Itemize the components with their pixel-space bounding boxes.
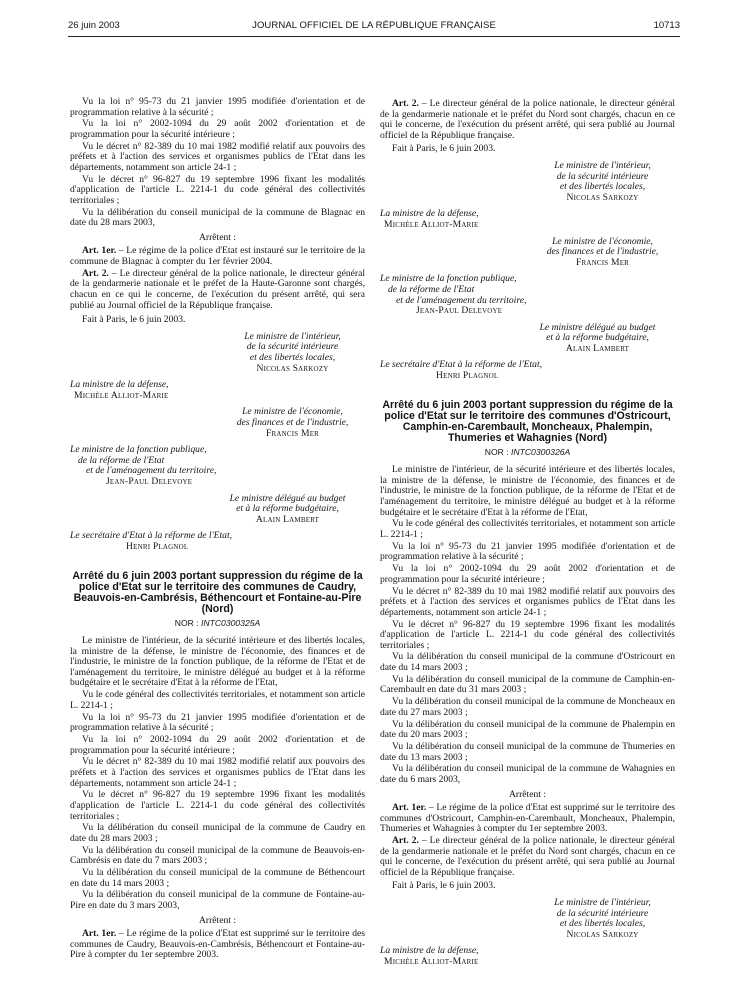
signatory-title: Le secrétaire d'Etat à la réforme de l'Etat, xyxy=(380,359,543,371)
arretent-heading: Arrêtent : xyxy=(508,788,547,800)
signatory-title: et à la réforme budgétaire, xyxy=(236,503,339,515)
visa: Vu la loi n° 2002-1094 du 29 août 2002 d'orientation et de programmation pour la sécurité intérieure ; xyxy=(70,734,365,756)
signatory-title: et des libertés locales, xyxy=(559,918,646,930)
signatory-name: Michèle Alliot-Marie xyxy=(384,218,479,230)
visa: Vu la délibération du conseil municipal de la commune de Blagnac en date du 28 mars 2003, xyxy=(70,206,365,229)
signatory-title: Le ministre de la fonction publique, xyxy=(70,444,207,456)
signatory-name: Francis Mer xyxy=(575,256,630,268)
signature-block xyxy=(380,898,675,940)
preamble: Le ministre de l'intérieur, de la sécurité intérieure et des libertés locales, la ministre de la défense, le ministre de l'économie, des finances et de l'industrie, le ministre de la fonction publique, de la réforme de l'Etat et de l'aménagement du territoire, le ministre délégué au budget et à la réforme budgétaire et le secrétaire d'Etat à la réforme de l'Etat, xyxy=(70,635,365,689)
article-text: – Le régime de la police d'Etat est instauré sur le territoire de la commune de Blagnac à compter du 1er février 2004. xyxy=(70,245,365,268)
visa: Vu la loi n° 2002-1094 du 29 août 2002 d'orientation et de programmation pour la sécurité intérieure ; xyxy=(70,118,365,140)
signatory-name: Nicolas Sarkozy xyxy=(566,928,639,940)
visa: Vu le décret n° 96-827 du 19 septembre 1996 fixant les modalités d'application de l'article L. 2214-1 du code général des collectivités territoriales ; xyxy=(70,173,365,206)
visa: Vu la délibération du conseil municipal de la commune de Fontaine-au-Pire en date du 3 mars 2003, xyxy=(70,889,365,912)
signatory-name: Alain Lambert xyxy=(565,342,630,354)
signatory-title: de la réforme de l'Etat xyxy=(78,454,165,466)
signatory-title: Le ministre délégué au budget xyxy=(539,321,656,333)
journal-title: JOURNAL OFFICIEL DE LA RÉPUBLIQUE FRANÇAISE xyxy=(252,20,496,31)
visa: Vu la loi n° 95-73 du 21 janvier 1995 modifiée d'orientation et de programmation relative à la sécurité ; xyxy=(70,96,365,118)
visa: Vu la loi n° 95-73 du 21 janvier 1995 modifiée d'orientation et de programmation relative à la sécurité ; xyxy=(380,540,675,563)
signatory-title: de la réforme de l'Etat xyxy=(388,283,475,295)
signatory-title: et à la réforme budgétaire, xyxy=(546,332,649,344)
signature-block xyxy=(70,445,365,487)
article-1 xyxy=(380,803,675,835)
signatory-title: des finances et de l'industrie, xyxy=(236,416,349,428)
article-1 xyxy=(70,246,365,267)
signatory-title: et de l'aménagement du territoire, xyxy=(86,465,217,477)
signatory-title: et de l'aménagement du territoire, xyxy=(396,294,527,306)
article-label: Art. 1er. xyxy=(82,928,117,940)
signatory-title: La ministre de la défense, xyxy=(380,208,479,220)
signatory-name: Jean-Paul Delevoye xyxy=(416,305,503,317)
article-label: Art. 2. xyxy=(82,267,109,279)
article-2 xyxy=(380,836,675,878)
signatory-title: Le ministre de l'économie, xyxy=(552,235,653,247)
visa: Vu la loi n° 95-73 du 21 janvier 1995 modifiée d'orientation et de programmation relative à la sécurité ; xyxy=(70,711,365,734)
signatory-name: Nicolas Sarkozy xyxy=(256,362,329,374)
visa: Vu la délibération du conseil municipal de la commune de Thumeries en date du 13 mars 2003 ; xyxy=(380,740,675,763)
signed-at: Fait à Paris, le 6 juin 2003. xyxy=(392,143,496,155)
signature-block xyxy=(380,161,675,203)
preamble: Le ministre de l'intérieur, de la sécurité intérieure et des libertés locales, la ministre de la défense, le ministre de l'économie, des finances et de l'industrie, le ministre de la fonction publique, de la réforme de l'Etat et de l'aménagement du territoire, le ministre délégué au budget et à la réforme budgétaire et le secrétaire d'Etat à la réforme de l'Etat, xyxy=(380,464,675,518)
article-text: – Le directeur général de la police nationale, le directeur général de la gendarmerie nationale et le préfet du Nord sont chargés, chacun en ce qui le concerne, de l'exécution du présent arrêté, qui sera publié au Journal officiel de la République française. xyxy=(380,835,676,878)
signatory-name: Michèle Alliot-Marie xyxy=(384,956,479,968)
article-text: – Le régime de la police d'Etat est supprimé sur le territoire des communes d'Ostricourt, Camphin-en-Carembault, Moncheaux, Phalempin, Thumeries et Wahagnies à compter du 1er septembre 2003. xyxy=(380,802,675,835)
article-label: Art. 2. xyxy=(392,98,419,109)
visa: Vu la délibération du conseil municipal de la commune de Moncheaux en date du 27 mars 2003 ; xyxy=(380,696,675,718)
page-number: 10713 xyxy=(653,20,680,31)
signatory-title: Le ministre de l'intérieur, xyxy=(554,897,651,909)
visa: Vu la délibération du conseil municipal de la commune de Beauvois-en-Cambrésis en date du 7 mars 2003 ; xyxy=(70,844,365,867)
signature-block xyxy=(70,332,365,374)
decree-title: Arrêté du 6 juin 2003 portant suppression du régime de la police d'Etat sur le territoire des communes d'Ostricourt, Camphin-en-Carembault, Moncheaux, Phalempin, Thumeries et Wahagnies (Nord) xyxy=(382,398,673,444)
header-date: 26 juin 2003 xyxy=(68,20,120,31)
decree-title: Arrêté du 6 juin 2003 portant suppression du régime de la police d'Etat sur le territoire des communes de Caudry, Beauvois-en-Cambrésis, Béthencourt et Fontaine-au-Pire (Nord) xyxy=(72,569,363,615)
article-text: – Le directeur général de la police nationale, le directeur général de la gendarmerie nationale et le préfet du Nord sont chargés, chacun en ce qui le concerne, de l'exécution du présent arrêté, qui sera publié au Journal officiel de la République française. xyxy=(380,98,676,141)
article-2 xyxy=(380,99,675,141)
arretent-heading: Arrêtent : xyxy=(198,914,237,926)
signature-block xyxy=(380,237,675,269)
signatory-title: Le ministre de l'économie, xyxy=(242,406,343,418)
signatory-name: Nicolas Sarkozy xyxy=(566,191,639,203)
signatory-title: et des libertés locales, xyxy=(249,352,336,363)
nor-code: INTC0300325A xyxy=(201,617,261,628)
signed-at: Fait à Paris, le 6 juin 2003. xyxy=(392,880,496,892)
visa: Vu le décret n° 96-827 du 19 septembre 1996 fixant les modalités d'application de l'article L. 2214-1 du code général des collectivités territoriales ; xyxy=(70,789,365,822)
article-label: Art. 1er. xyxy=(82,245,117,257)
nor-code: INTC0300326A xyxy=(511,446,571,457)
article-text: – Le régime de la police d'Etat est supprimé sur le territoire des communes de Caudry, Beauvois-en-Cambrésis, Béthencourt et Fontaine-au-Pire à compter du 1er septembre 2003. xyxy=(70,928,365,961)
right-column xyxy=(380,99,675,968)
signatory-name: Francis Mer xyxy=(265,427,320,439)
signatory-title: de la sécurité intérieure xyxy=(246,341,339,353)
nor-reference xyxy=(380,447,675,458)
signature-block xyxy=(70,407,365,439)
signature-block xyxy=(70,531,365,552)
visa: Vu le décret n° 82-389 du 10 mai 1982 modifié relatif aux pouvoirs des préfets et à l'action des services et organismes publics de l'Etat dans les départements, notamment son article 24-1 ; xyxy=(70,756,365,789)
article-2 xyxy=(70,269,365,311)
signatory-title: La ministre de la défense, xyxy=(380,945,479,957)
signatory-title: de la sécurité intérieure xyxy=(556,170,649,182)
signatory-name: Jean-Paul Delevoye xyxy=(106,475,193,487)
visa: Vu la délibération du conseil municipal de la commune d'Ostricourt en date du 14 mars 2003 ; xyxy=(380,651,675,674)
signatory-name: Michèle Alliot-Marie xyxy=(74,389,169,401)
article-label: Art. 1er. xyxy=(392,802,427,814)
header-rule xyxy=(68,36,680,37)
signed-at: Fait à Paris, le 6 juin 2003. xyxy=(82,314,186,326)
article-label: Art. 2. xyxy=(392,835,419,847)
visa: Vu le décret n° 82-389 du 10 mai 1982 modifié relatif aux pouvoirs des préfets et à l'action des services et organismes publics de l'Etat dans les départements, notamment son article 24-1 ; xyxy=(70,140,365,173)
visa: Vu la délibération du conseil municipal de la commune de Phalempin en date du 20 mars 2003 ; xyxy=(380,718,675,741)
article-text: – Le directeur général de la police nationale, le directeur général de la gendarmerie nationale et le préfet de la Haute-Garonne sont chargés, chacun en ce qui le concerne, de l'exécution du présent arrêté, qui sera publié au Journal officiel de la République française. xyxy=(70,267,366,311)
signature-block xyxy=(70,380,365,401)
signatory-title: La ministre de la défense, xyxy=(70,379,169,391)
signatory-name: Henri Plagnol xyxy=(126,540,189,552)
nor-reference xyxy=(70,618,365,629)
visa: Vu la loi n° 2002-1094 du 29 août 2002 d'orientation et de programmation pour la sécurité intérieure ; xyxy=(380,563,675,585)
signatory-name: Henri Plagnol xyxy=(436,370,499,382)
visa: Vu la délibération du conseil municipal de la commune de Caudry en date du 28 mars 2003 ; xyxy=(70,822,365,844)
signatory-title: de la sécurité intérieure xyxy=(556,907,649,919)
signatory-title: Le ministre délégué au budget xyxy=(229,492,346,504)
signature-block xyxy=(380,323,675,355)
nor-label: NOR : xyxy=(174,617,199,628)
signatory-title: Le ministre de l'intérieur, xyxy=(244,330,341,342)
visa: Vu le décret n° 82-389 du 10 mai 1982 modifié relatif aux pouvoirs des préfets et à l'action des services et organismes publics de l'Etat dans les départements, notamment son article 24-1 ; xyxy=(380,585,675,618)
signature-block xyxy=(380,360,675,381)
article-1 xyxy=(70,929,365,961)
signatory-title: Le ministre de la fonction publique, xyxy=(380,273,517,285)
arretent-heading: Arrêtent : xyxy=(198,231,237,243)
signature-block xyxy=(70,494,365,526)
signatory-title: Le secrétaire d'Etat à la réforme de l'Etat, xyxy=(70,530,233,542)
visa: Vu le code général des collectivités territoriales, et notamment son article L. 2214-1 ; xyxy=(70,689,365,711)
signatory-name: Alain Lambert xyxy=(255,513,320,525)
visa: Vu le code général des collectivités territoriales, et notamment son article L. 2214-1 ; xyxy=(380,518,675,540)
visa: Vu le décret n° 96-827 du 19 septembre 1996 fixant les modalités d'application de l'article L. 2214-1 du code général des collectivités territoriales ; xyxy=(380,618,675,651)
nor-label: NOR : xyxy=(484,446,509,457)
signature-block xyxy=(380,274,675,316)
signature-block xyxy=(380,946,675,967)
signature-block xyxy=(380,209,675,230)
page-header xyxy=(68,20,680,34)
left-column xyxy=(70,97,365,962)
visa: Vu la délibération du conseil municipal de la commune de Béthencourt en date du 14 mars 2003 ; xyxy=(70,867,365,889)
signatory-title: Le ministre de l'intérieur, xyxy=(554,159,651,171)
signatory-title: et des libertés locales, xyxy=(559,181,646,193)
visa: Vu la délibération du conseil municipal de la commune de Wahagnies en date du 6 mars 2003, xyxy=(380,763,675,785)
visa: Vu la délibération du conseil municipal de la commune de Camphin-en-Carembault en date du 31 mars 2003 ; xyxy=(380,673,675,696)
signatory-title: des finances et de l'industrie, xyxy=(546,246,659,258)
